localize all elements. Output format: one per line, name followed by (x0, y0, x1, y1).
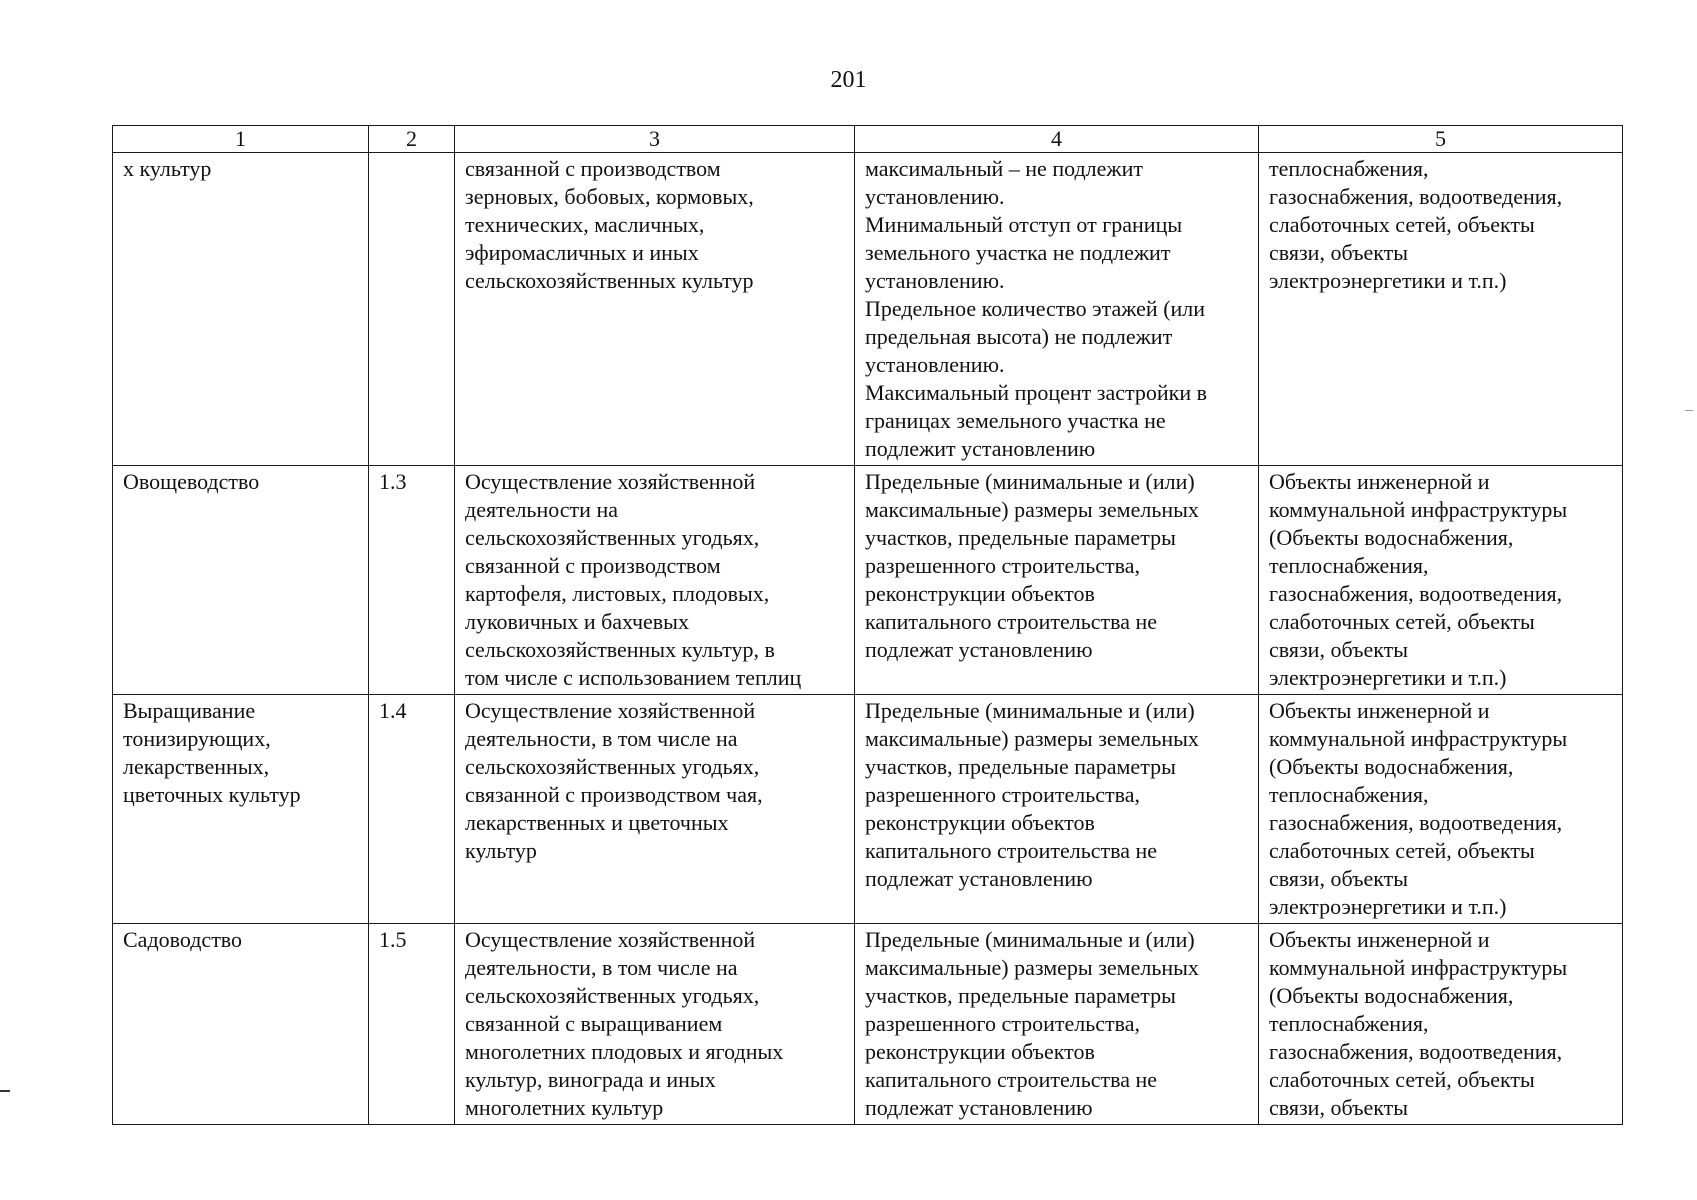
table-row (113, 153, 1623, 466)
table-row (113, 466, 1623, 695)
permitted-objects: Объекты инженерной и коммунальной инфраструктуры (Объекты водоснабжения, теплоснабжения, газоснабжения, водоотведения, слаботочных сетей, объекты связи, объекты (1259, 924, 1623, 1125)
column-header-5: 5 (1259, 126, 1623, 153)
building-parameters: максимальный – не подлежит установлению. Минимальный отступ от границы земельного участка не подлежит установлению. Предельное количество этажей (или предельная высота) не подлежит установлению. Максимальный процент застройки в границах земельного участка не подлежит установлению (855, 153, 1259, 466)
scan-margin-mark-right (1685, 410, 1693, 411)
use-type-name: Садоводство (113, 924, 369, 1125)
column-header-3: 3 (455, 126, 855, 153)
header-row (113, 126, 1623, 153)
use-type-description: связанной с производством зерновых, бобовых, кормовых, технических, масличных, эфиромасличных и иных сельскохозяйственных культур (455, 153, 855, 466)
column-header-1: 1 (113, 126, 369, 153)
building-parameters: Предельные (минимальные и (или) максимальные) размеры земельных участков, предельные параметры разрешенного строительства, реконструкции объектов капитального строительства не подлежат установлению (855, 695, 1259, 924)
permitted-objects: Объекты инженерной и коммунальной инфраструктуры (Объекты водоснабжения, теплоснабжения, газоснабжения, водоотведения, слаботочных сетей, объекты связи, объекты электроэнергетики и т.п.) (1259, 466, 1623, 695)
land-use-table (112, 125, 1623, 1125)
page-number: 201 (830, 67, 867, 93)
use-type-code: 1.5 (369, 924, 455, 1125)
scan-margin-mark (0, 1090, 10, 1092)
use-type-code: 1.4 (369, 695, 455, 924)
column-header-2: 2 (369, 126, 455, 153)
permitted-objects: Объекты инженерной и коммунальной инфраструктуры (Объекты водоснабжения, теплоснабжения, газоснабжения, водоотведения, слаботочных сетей, объекты связи, объекты электроэнергетики и т.п.) (1259, 695, 1623, 924)
use-type-description: Осуществление хозяйственной деятельности, в том числе на сельскохозяйственных угодьях, связанной с производством чая, лекарственных и цветочных культур (455, 695, 855, 924)
use-type-description: Осуществление хозяйственной деятельности, в том числе на сельскохозяйственных угодьях, связанной с выращиванием многолетних плодовых и ягодных культур, винограда и иных многолетних культур (455, 924, 855, 1125)
use-type-name: Овощеводство (113, 466, 369, 695)
building-parameters: Предельные (минимальные и (или) максимальные) размеры земельных участков, предельные параметры разрешенного строительства, реконструкции объектов капитального строительства не подлежат установлению (855, 924, 1259, 1125)
use-type-name: х культур (113, 153, 369, 466)
use-type-code (369, 153, 455, 466)
table-row (113, 695, 1623, 924)
permitted-objects: теплоснабжения, газоснабжения, водоотведения, слаботочных сетей, объекты связи, объекты электроэнергетики и т.п.) (1259, 153, 1623, 466)
table-row (113, 924, 1623, 1125)
use-type-code: 1.3 (369, 466, 455, 695)
use-type-description: Осуществление хозяйственной деятельности на сельскохозяйственных угодьях, связанной с производством картофеля, листовых, плодовых, луковичных и бахчевых сельскохозяйственных культур, в том числе с использованием теплиц (455, 466, 855, 695)
building-parameters: Предельные (минимальные и (или) максимальные) размеры земельных участков, предельные параметры разрешенного строительства, реконструкции объектов капитального строительства не подлежат установлению (855, 466, 1259, 695)
use-type-name: Выращивание тонизирующих, лекарственных, цветочных культур (113, 695, 369, 924)
column-header-4: 4 (855, 126, 1259, 153)
